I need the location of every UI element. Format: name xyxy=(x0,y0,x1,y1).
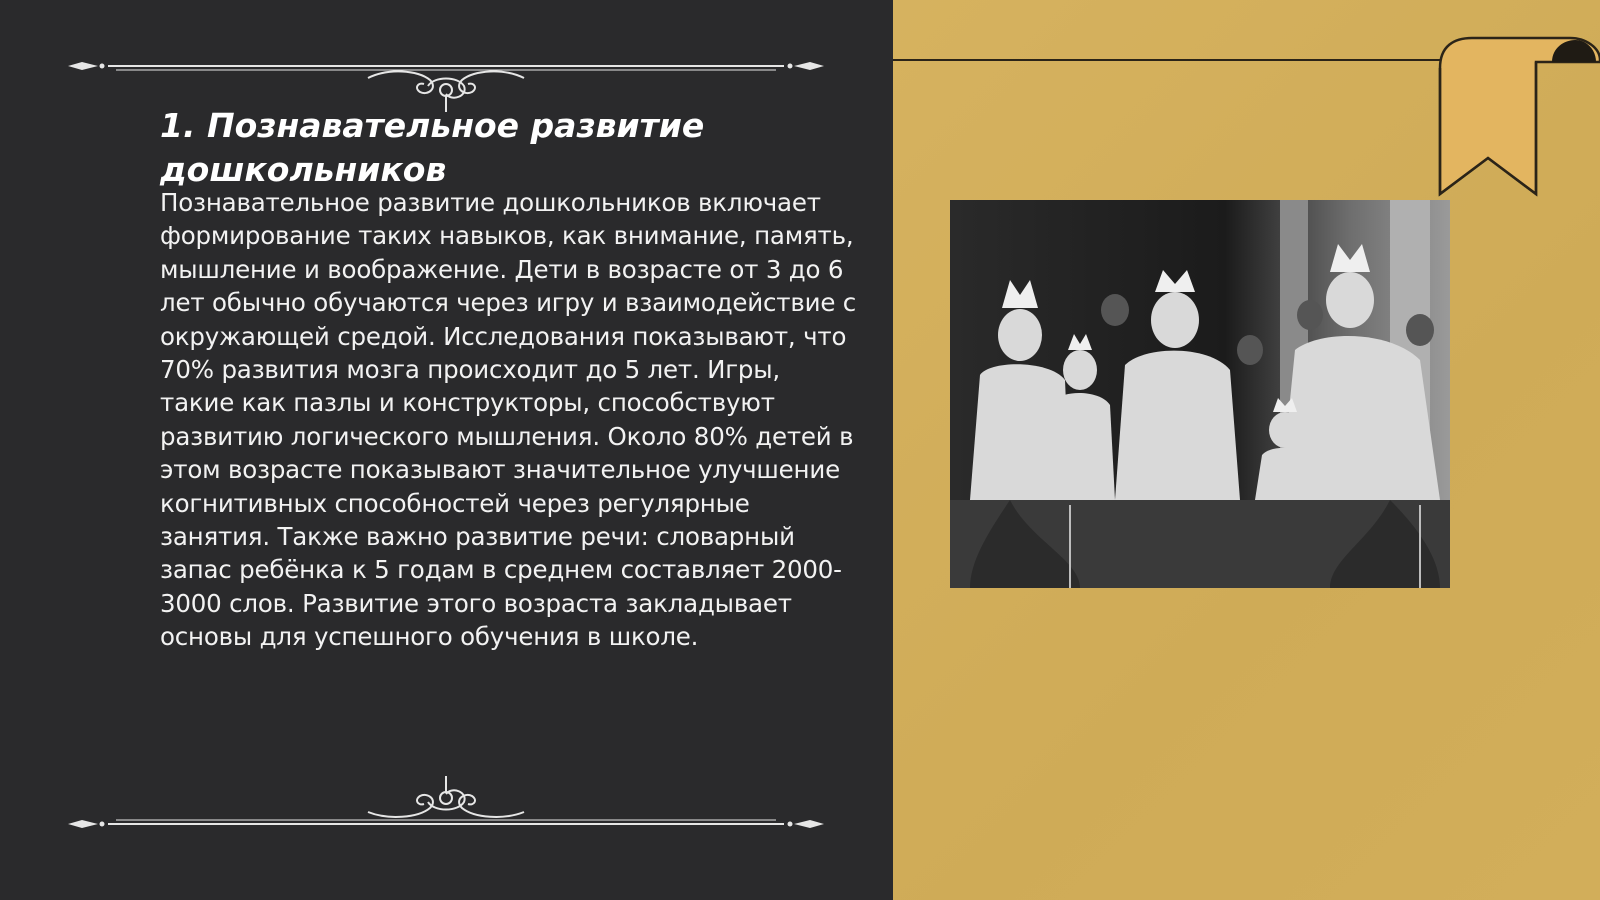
decorative-line xyxy=(893,59,1453,61)
bookmark-ribbon-icon xyxy=(1432,30,1600,200)
bottom-filigree-divider-icon xyxy=(68,772,824,832)
slide-body-text: Познавательное развитие дошкольников включает формирование таких навыков, как внимание, память, мышление и воображение. Дети в возрасте от 3 до 6 лет обычно обучаются через игру и взаимодействие с окружающей средой. Исследования показывают, что 70% развития мозга происходит до 5 лет. Игры, такие как пазлы и конструкторы, способствуют развитию логического мышления. Около 80% детей в этом возрасте показывают значительное улучшение когнитивных способностей через регулярные занятия. Также важно развитие речи: словарный запас ребёнка к 5 годам в среднем составляет 2000-3000 слов. Развитие этого возраста закладывает основы для успешного обучения в школе. xyxy=(160,188,857,652)
historical-photo xyxy=(950,200,1450,588)
slide-title: 1. Познавательное развитие дошкольников xyxy=(160,106,705,189)
